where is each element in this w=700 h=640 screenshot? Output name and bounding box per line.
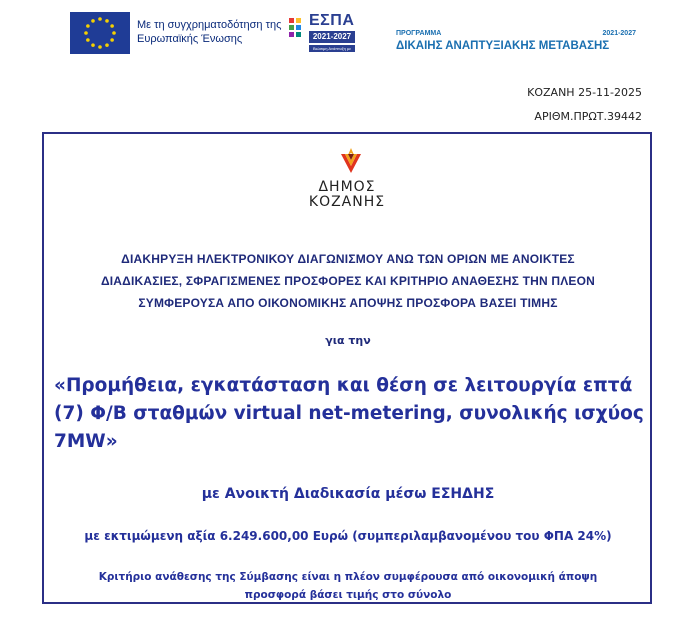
eu-cofund-text: Με τη συγχρηματοδότηση της Ευρωπαϊκής Ένωσης: [137, 19, 282, 45]
protocol-number: ΑΡΙΘΜ.ΠΡΩΤ.39442: [534, 110, 642, 123]
notice-intro: [54, 248, 642, 314]
notice-criteria: [54, 568, 642, 604]
program-title: ΔΙΚΑΙΗΣ ΑΝΑΠΤΥΞΙΑΚΗΣ ΜΕΤΑΒΑΣΗΣ: [396, 40, 610, 52]
criteria-line: προσφορά βάσει τιμής στο σύνολο: [244, 589, 452, 601]
espa-title: ΕΣΠΑ: [309, 12, 355, 29]
program-years: 2021-2027: [602, 30, 636, 37]
intro-line: ΔΙΑΚΗΡΥΞΗ ΗΛΕΚΤΡΟΝΙΚΟΥ ΔΙΑΓΩΝΙΣΜΟΥ ΑΝΩ ΤΩΝ ΟΡΙΩΝ ΜΕ ΑΝΟΙΚΤΕΣ: [121, 252, 575, 266]
program-label: ΠΡΟΓΡΑΜΜΑ: [396, 30, 442, 37]
espa-logo: [287, 12, 357, 58]
eu-star-icon: [105, 19, 109, 23]
eu-star-icon: [86, 24, 90, 28]
criteria-line: Κριτήριο ανάθεσης της Σύμβασης είναι η πλέον συμφέρουσα από οικονομική άποψη: [98, 571, 598, 583]
espa-years: 2021-2027: [309, 31, 355, 43]
header-logos: [0, 0, 700, 72]
eu-star-icon: [86, 38, 90, 42]
notice-frame: [42, 132, 652, 604]
eu-star-icon: [91, 19, 95, 23]
eu-flag-icon: [70, 12, 130, 54]
municipality-name-line2: ΚΟΖΑΝΗΣ: [308, 194, 386, 210]
eu-star-icon: [110, 24, 114, 28]
intro-line: ΔΙΑΔΙΚΑΣΙΕΣ, ΣΦΡΑΓΙΣΜΕΝΕΣ ΠΡΟΣΦΟΡΕΣ ΚΑΙ ΚΡΙΤΗΡΙΟ ΑΝΑΘΕΣΗΣ ΤΗΝ ΠΛΕΟΝ: [100, 274, 596, 288]
subject-line: 7MW»: [54, 431, 118, 452]
eu-star-icon: [84, 31, 88, 35]
eu-star-icon: [110, 38, 114, 42]
eu-star-icon: [98, 45, 102, 49]
subject-line: «Προμήθεια, εγκατάσταση και θέση σε λειτουργία επτά: [54, 375, 633, 396]
municipality-name-line1: ΔΗΜΟΣ: [318, 179, 376, 195]
eu-star-icon: [91, 43, 95, 47]
intro-line: ΣΥΜΦΕΡΟΥΣΑ ΑΠΟ ΟΙΚΟΝΟΜΙΚΗΣ ΑΠΟΨΗΣ ΠΡΟΣΦΟΡΑ ΒΑΣΕΙ ΤΙΜΗΣ: [138, 296, 558, 310]
eu-star-icon: [112, 31, 116, 35]
notice-method: με Ανοικτή Διαδικασία μέσω ΕΣΗΔΗΣ: [201, 486, 495, 502]
notice-for: για την: [325, 334, 371, 347]
espa-subtitle: Βιώσιμη Ανάπτυξη με Όραμα: [309, 45, 355, 52]
eu-star-icon: [98, 17, 102, 21]
city-date: ΚΟΖΑΝΗ 25-11-2025: [527, 86, 642, 99]
subject-line: (7) Φ/Β σταθμών virtual net-metering, συνολικής ισχύος: [54, 403, 644, 424]
notice-subject: [54, 372, 644, 456]
municipality-emblem-icon: [338, 146, 364, 176]
notice-value: με εκτιμώμενη αξία 6.249.600,00 Ευρώ (συμπεριλαμβανομένου του ΦΠΑ 24%): [84, 529, 612, 543]
espa-mark-icon: [287, 14, 307, 54]
eu-star-icon: [105, 43, 109, 47]
